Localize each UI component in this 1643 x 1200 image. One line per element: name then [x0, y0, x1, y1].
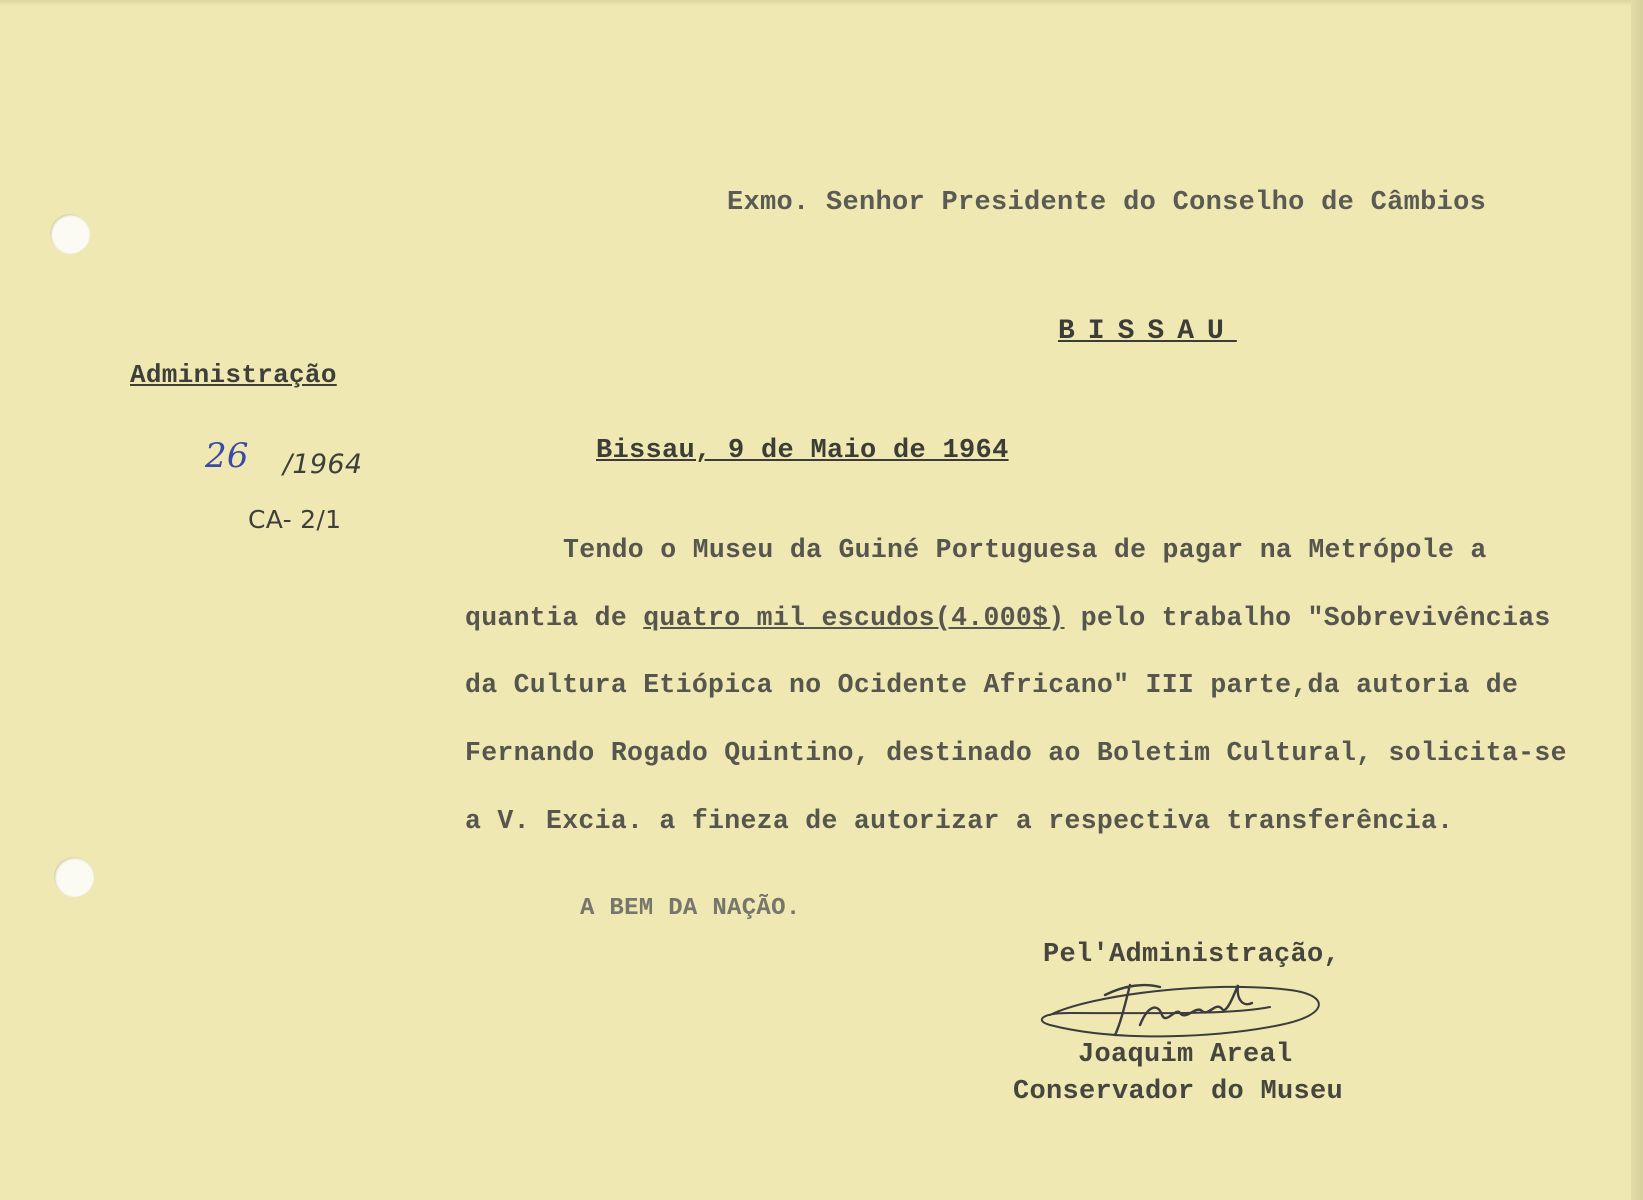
body-line-4: Fernando Rogado Quintino, destinado ao Boletim Cultural, solicita-se	[465, 738, 1567, 768]
body-line-5: a V. Excia. a fineza de autorizar a respectiva transferência.	[465, 806, 1454, 836]
reference-number: 26	[205, 436, 249, 476]
paper-top-edge	[0, 0, 1643, 6]
signer-name: Joaquim Areal	[1078, 1040, 1293, 1070]
body-line-2-end: pelo trabalho "Sobrevivências	[1064, 603, 1551, 633]
closing-salutation: A BEM DA NAÇÃO.	[580, 895, 801, 922]
signer-title: Conservador do Museu	[1013, 1077, 1344, 1107]
department-label: Administração	[130, 360, 337, 390]
body-line-3: da Cultura Etiópica no Ocidente Africano" III parte,da autoria de	[465, 670, 1519, 700]
body-line-1: Tendo o Museu da Guiné Portuguesa de pagar na Metrópole a	[563, 535, 1487, 565]
letter-date: Bissau, 9 de Maio de 1964	[596, 436, 1009, 466]
reference-code: CA- 2/1	[248, 505, 342, 534]
reference-year: /1964	[283, 449, 363, 480]
punch-hole-top	[50, 214, 90, 254]
city-heading: BISSAU	[1058, 316, 1237, 347]
signoff-line: Pel'Administração,	[1043, 940, 1341, 970]
addressee-line: Exmo. Senhor Presidente do Conselho de Câmbios	[727, 188, 1487, 218]
punch-hole-bottom	[54, 857, 94, 897]
body-line-2-start: quantia de	[465, 603, 644, 633]
body-line-2	[465, 603, 1551, 633]
amount-text: quatro mil escudos(4.000$)	[643, 603, 1065, 633]
paper-right-edge	[1631, 0, 1643, 1200]
